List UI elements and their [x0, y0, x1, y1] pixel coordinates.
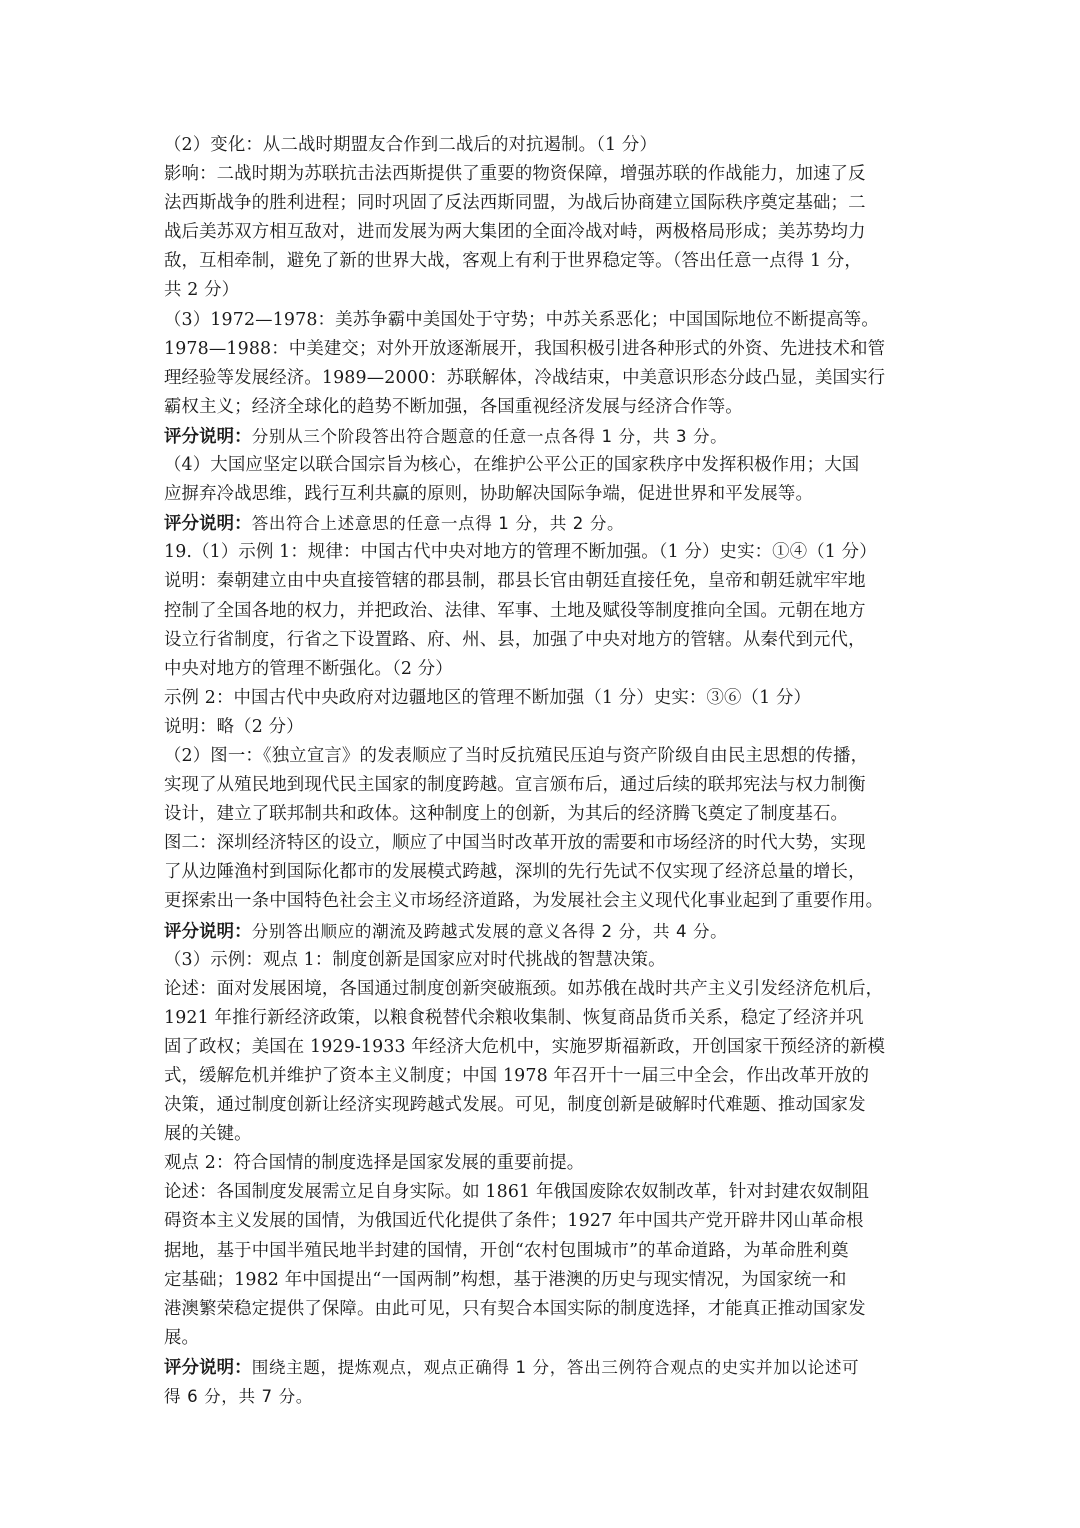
text-line: 展。	[164, 1327, 200, 1348]
text-line: （4）大国应坚定以联合国宗旨为核心，在维护公平公正的国家秩序中发挥积极作用；大国	[164, 455, 860, 476]
text-line: 碍资本主义发展的国情，为俄国近代化提供了条件；1927 年中国共产党开辟井冈山革命根	[164, 1211, 864, 1232]
text-line: 式，缓解危机并维护了资本主义制度；中国 1978 年召开十一届三中全会，作出改革开放的	[164, 1066, 870, 1086]
scoring-note-line	[164, 509, 924, 538]
text-line: 战后美苏双方相互敌对，进而发展为两大集团的全面冷战对峙，两极格局形成；美苏势均力	[164, 222, 866, 243]
text-line: 更探索出一条中国特色社会主义市场经济道路，为发展社会主义现代化事业起到了重要作用。	[164, 891, 884, 912]
text-line: （2）变化：从二战时期盟友合作到二战后的对抗遏制。（1 分）	[164, 135, 658, 155]
text-line: 1978—1988：中美建交；对外开放逐渐展开，我国积极引进各种形式的外资、先进技术和管	[164, 338, 886, 359]
text-line: 设计，建立了联邦制共和政体。这种制度上的创新，为其后的经济腾飞奠定了制度基石。	[164, 804, 849, 825]
text-line: 论述：各国制度发展需立足自身实际。如 1861 年俄国废除农奴制改革，针对封建农奴制阻	[164, 1182, 870, 1203]
text-line: 固了政权；美国在 1929-1933 年经济大危机中，实施罗斯福新政，开创国家干预经济的新模	[164, 1036, 886, 1057]
text-line: 控制了全国各地的权力，并把政治、法律、军事、土地及赋役等制度推向全国。元朝在地方	[164, 600, 866, 621]
scoring-note-text: 围绕主题，提炼观点，观点正确得 1 分，答出三例符合观点的史实并加以论述可	[251, 1357, 860, 1377]
text-line: 中央对地方的管理不断强化。（2 分）	[164, 658, 453, 679]
scoring-note-label: 评分说明：	[164, 426, 252, 447]
scoring-note-text: 分别答出顺应的潮流及跨越式发展的意义各得 2 分，共 4 分。	[251, 921, 728, 941]
text-line: 设立行省制度，行省之下设置路、府、州、县，加强了中央对地方的管辖。从秦代到元代，	[164, 629, 866, 650]
text-line: 图二：深圳经济特区的设立，顺应了中国当时改革开放的需要和市场经济的时代大势，实现	[164, 833, 866, 854]
text-line: 理经验等发展经济。1989—2000：苏联解体，冷战结束，中美意识形态分歧凸显，美国实行	[164, 367, 886, 388]
scoring-note-line	[164, 1382, 924, 1411]
text-line: 实现了从殖民地到现代民主国家的制度跨越。宣言颁布后，通过后续的联邦宪法与权力制衡	[164, 775, 866, 796]
text-line: 影响：二战时期为苏联抗击法西斯提供了重要的物资保障，增强苏联的作战能力，加速了反	[164, 164, 866, 185]
scoring-note-label: 评分说明：	[164, 514, 252, 535]
text-line: （3）1972—1978：美苏争霸中美国处于守势；中苏关系恶化；中国国际地位不断提高等。	[164, 309, 879, 330]
text-line: 据地，基于中国半殖民地半封建的国情，开创“农村包围城市”的革命道路，为革命胜利奠	[164, 1240, 849, 1261]
text-line: 应摒弃冷战思维，践行互利共赢的原则，协助解决国际争端，促进世界和平发展等。	[164, 484, 814, 505]
text-line: （3）示例：观点 1：制度创新是国家应对时代挑战的智慧决策。	[164, 949, 666, 970]
text-line: 了从边陲渔村到国际化都市的发展模式跨越，深圳的先行先试不仅实现了经济总量的增长，	[164, 862, 866, 883]
scoring-note-text: 得 6 分，共 7 分。	[164, 1387, 313, 1407]
text-line: 示例 2：中国古代中央政府对边疆地区的管理不断加强（1 分）史实：③⑥（1 分）	[164, 687, 812, 708]
scoring-note-label: 评分说明：	[164, 921, 252, 942]
scoring-note-line	[164, 422, 924, 451]
answer-text-body	[164, 131, 924, 1411]
scoring-note-text: 答出符合上述意思的任意一点得 1 分，共 2 分。	[251, 514, 625, 534]
text-line: 说明：略（2 分）	[164, 716, 304, 737]
text-line: 说明：秦朝建立由中央直接管辖的郡县制，郡县长官由朝廷直接任免，皇帝和朝廷就牢牢地	[164, 571, 866, 592]
text-line: 敌，互相牵制，避免了新的世界大战，客观上有利于世界稳定等。（答出任意一点得 1 分，	[164, 251, 862, 272]
text-line: 定基础；1982 年中国提出“一国两制”构想，基于港澳的历史与现实情况，为国家统一和	[164, 1269, 847, 1290]
scoring-note-label: 评分说明：	[164, 1357, 252, 1378]
text-line: 1921 年推行新经济政策，以粮食税替代余粮收集制、恢复商品货币关系，稳定了经济并巩	[164, 1007, 864, 1028]
text-line: 共 2 分）	[164, 280, 240, 301]
text-line: 港澳繁荣稳定提供了保障。由此可见，只有契合本国实际的制度选择，才能真正推动国家发	[164, 1298, 866, 1319]
scoring-note-line	[164, 1353, 924, 1382]
text-line: 法西斯战争的胜利进程；同时巩固了反法西斯同盟，为战后协商建立国际秩序奠定基础；二	[164, 193, 866, 214]
text-line: 霸权主义；经济全球化的趋势不断加强，各国重视经济发展与经济合作等。	[164, 396, 743, 417]
text-line: 观点 2：符合国情的制度选择是国家发展的重要前提。	[164, 1153, 585, 1174]
text-line: 论述：面对发展困境，各国通过制度创新突破瓶颈。如苏俄在战时共产主义引发经济危机后，	[164, 978, 884, 999]
text-line: （2）图一：《独立宣言》的发表顺应了当时反抗殖民压迫与资产阶级自由民主思想的传播，	[164, 745, 869, 766]
scoring-note-text: 分别从三个阶段答出符合题意的任意一点各得 1 分，共 3 分。	[251, 426, 728, 446]
text-line: 展的关键。	[164, 1124, 252, 1145]
text-line: 决策，通过制度创新让经济实现跨越式发展。可见，制度创新是破解时代难题、推动国家发	[164, 1095, 866, 1116]
scoring-note-line	[164, 917, 924, 946]
text-line: 19.（1）示例 1：规律：中国古代中央对地方的管理不断加强。（1 分）史实：①④（1 分）	[164, 542, 877, 563]
